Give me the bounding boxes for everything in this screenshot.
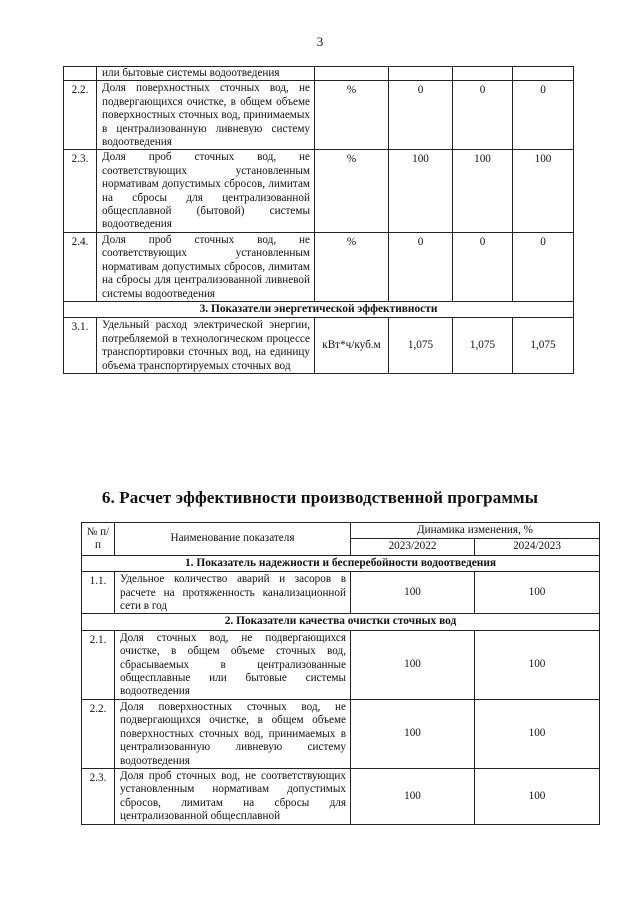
header-indicator-name: Наименование показателя — [115, 523, 351, 556]
section-row — [64, 301, 574, 317]
row-number: 2.4. — [64, 232, 97, 301]
value-cell: 100 — [351, 572, 475, 614]
table-row — [82, 572, 600, 614]
table-row — [64, 150, 574, 232]
efficiency-table — [81, 522, 600, 825]
value-cell: 100 — [513, 150, 574, 232]
unit — [315, 67, 389, 81]
value-cell: 100 — [351, 768, 475, 824]
row-number: 2.3. — [64, 150, 97, 232]
section-title: 2. Показатели качества очистки сточных вод — [82, 614, 600, 630]
row-number: 2.2. — [64, 81, 97, 150]
table-row — [64, 232, 574, 301]
row-number: 2.3. — [82, 768, 115, 824]
value-cell: 1,075 — [453, 318, 513, 374]
row-number: 1.1. — [82, 572, 115, 614]
section-heading: 6. Расчет эффективности производственной программы — [101, 488, 539, 507]
value-cell: 0 — [453, 81, 513, 150]
indicator-name: Удельный расход электрической энергии, потребляемой в технологическом процессе транспортировки сточных вод, на единицу объема транспортируемых сточных вод — [97, 318, 315, 374]
row-number: 2.1. — [82, 630, 115, 699]
header-dynamics: Динамика изменения, % — [351, 523, 600, 539]
indicator-name: Доля проб сточных вод, не соответствующих установленным нормативам допустимых сбросов, лимитам на сбросы для централизованной общесплавной (бытовой) системы водоотведения — [97, 150, 315, 232]
table-row — [64, 318, 574, 374]
table-row — [82, 768, 600, 824]
indicator-name: Доля сточных вод, не подвергающихся очистке, в общем объеме сточных вод, сбрасываемых в централизованные общесплавные или бытовые системы водоотведения — [115, 630, 351, 699]
table-row — [82, 699, 600, 768]
indicator-name: Удельное количество аварий и засоров в расчете на протяженность канализационной сети в год — [115, 572, 351, 614]
indicator-name: или бытовые системы водоотведения — [97, 67, 315, 81]
table-row — [64, 67, 574, 81]
header-period: 2024/2023 — [475, 539, 600, 555]
section-row — [82, 555, 600, 571]
value-cell: 100 — [351, 699, 475, 768]
value-cell: 100 — [351, 630, 475, 699]
unit: % — [315, 232, 389, 301]
value-cell: 0 — [513, 232, 574, 301]
value-cell — [389, 67, 453, 81]
page-number: 3 — [316, 34, 324, 49]
section-title: 3. Показатели энергетической эффективности — [64, 301, 574, 317]
indicator-name: Доля проб сточных вод, не соответствующих установленным нормативам допустимых сбросов, лимитам на сбросы для централизованной ливневой системы водоотведения — [97, 232, 315, 301]
row-number — [64, 67, 97, 81]
value-cell: 0 — [389, 81, 453, 150]
row-number: 3.1. — [64, 318, 97, 374]
unit: кВт*ч/куб.м — [315, 318, 389, 374]
value-cell: 0 — [513, 81, 574, 150]
value-cell: 1,075 — [389, 318, 453, 374]
table-row — [64, 81, 574, 150]
header-number: № п/п — [82, 523, 115, 556]
value-cell — [513, 67, 574, 81]
indicator-name: Доля проб сточных вод, не соответствующих установленным нормативам допустимых сбросов, лимитам на сбросы для централизованной общесплавной — [115, 768, 351, 824]
value-cell: 100 — [453, 150, 513, 232]
value-cell: 100 — [475, 630, 600, 699]
unit: % — [315, 150, 389, 232]
value-cell — [453, 67, 513, 81]
indicators-table-continued — [63, 66, 574, 374]
table-row — [82, 630, 600, 699]
indicator-name: Доля поверхностных сточных вод, не подвергающихся очистке, в общем объеме поверхностных сточных вод, принимаемых в централизованную ливневую систему водоотведения — [97, 81, 315, 150]
section-row — [82, 614, 600, 630]
value-cell: 100 — [475, 699, 600, 768]
value-cell: 100 — [475, 768, 600, 824]
header-row — [82, 523, 600, 539]
value-cell: 1,075 — [513, 318, 574, 374]
value-cell: 100 — [475, 572, 600, 614]
indicator-name: Доля поверхностных сточных вод, не подвергающихся очистке, в общем объеме поверхностных сточных вод, принимаемых в централизованную ливневую систему водоотведения — [115, 699, 351, 768]
row-number: 2.2. — [82, 699, 115, 768]
unit: % — [315, 81, 389, 150]
value-cell: 100 — [389, 150, 453, 232]
value-cell: 0 — [453, 232, 513, 301]
section-title: 1. Показатель надежности и бесперебойности водоотведения — [82, 555, 600, 571]
header-period: 2023/2022 — [351, 539, 475, 555]
value-cell: 0 — [389, 232, 453, 301]
